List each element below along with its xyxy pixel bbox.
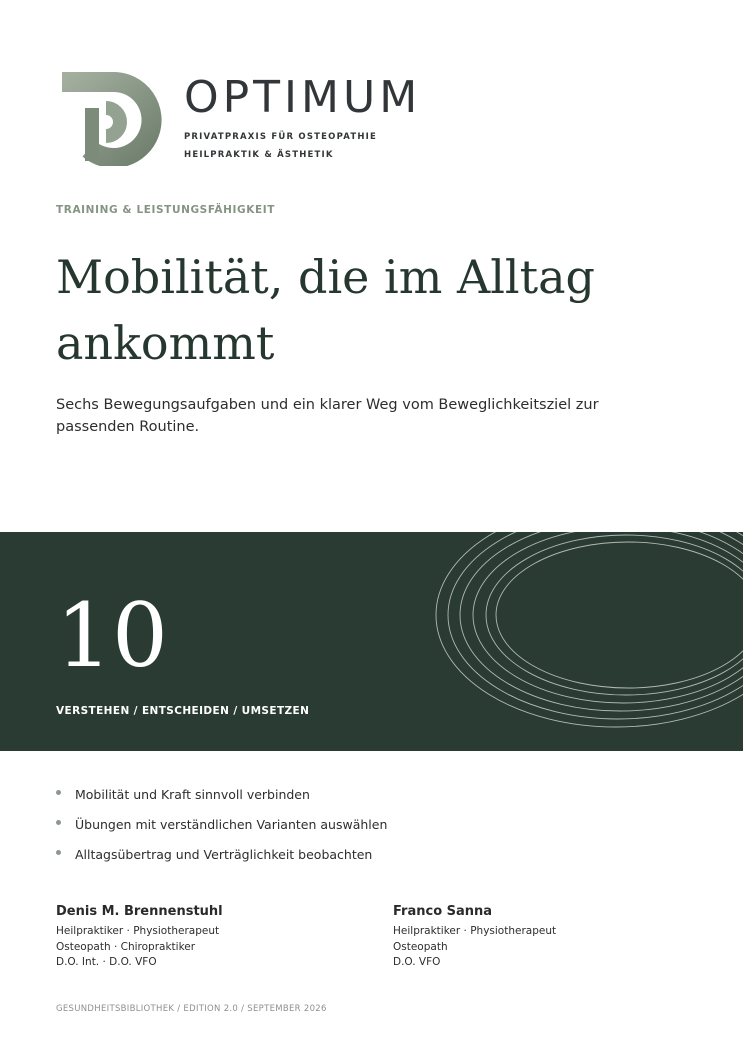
author-name: Franco Sanna <box>393 904 493 919</box>
list-item-text: Übungen mit verständlichen Varianten auswählen <box>75 817 388 832</box>
bullet-dot-icon <box>56 820 61 825</box>
author-block <box>56 904 356 971</box>
brand-tagline-2: HEILPRAKTIK & ÄSTHETIK <box>184 150 334 160</box>
brand-tagline-1: PRIVATPRAXIS FÜR OSTEOPATHIE <box>184 132 378 142</box>
author-credential: Osteopath · Chiropraktiker <box>56 940 196 953</box>
list-item <box>56 846 387 876</box>
page-subtitle: Sechs Bewegungsaufgaben und ein klarer Weg vom Beweglichkeitsziel zur passenden Routine. <box>56 397 599 435</box>
list-item <box>56 816 387 846</box>
list-item <box>56 786 387 816</box>
edition-footer: GESUNDHEITSBIBLIOTHEK / EDITION 2.0 / SEPTEMBER 2026 <box>56 1004 327 1014</box>
author-credential: D.O. Int. · D.O. VFO <box>56 956 157 968</box>
author-block <box>393 904 693 971</box>
author-credential: Osteopath <box>393 940 448 953</box>
key-points-list <box>56 786 387 876</box>
edition-number: 10 <box>56 584 168 687</box>
bullet-dot-icon <box>56 790 61 795</box>
list-item-text: Mobilität und Kraft sinnvoll verbinden <box>75 787 310 802</box>
author-credential: Heilpraktiker · Physiotherapeut <box>393 925 557 937</box>
list-item-text: Alltagsübertrag und Verträglichkeit beobachten <box>75 847 373 862</box>
bullet-dot-icon <box>56 850 61 855</box>
band-tagline: VERSTEHEN / ENTSCHEIDEN / UMSETZEN <box>56 705 310 717</box>
brand-name: OPTIMUM <box>184 72 422 123</box>
page-title: Mobilität, die im Alltag ankommt <box>56 250 595 370</box>
brand-logo <box>62 62 442 166</box>
author-credential: Heilpraktiker · Physiotherapeut <box>56 925 220 937</box>
author-name: Denis M. Brennenstuhl <box>56 904 223 919</box>
logo-p-icon <box>62 62 166 166</box>
feature-band <box>0 532 743 751</box>
author-credential: D.O. VFO <box>393 956 441 968</box>
category-kicker: TRAINING & LEISTUNGSFÄHIGKEIT <box>56 204 276 216</box>
